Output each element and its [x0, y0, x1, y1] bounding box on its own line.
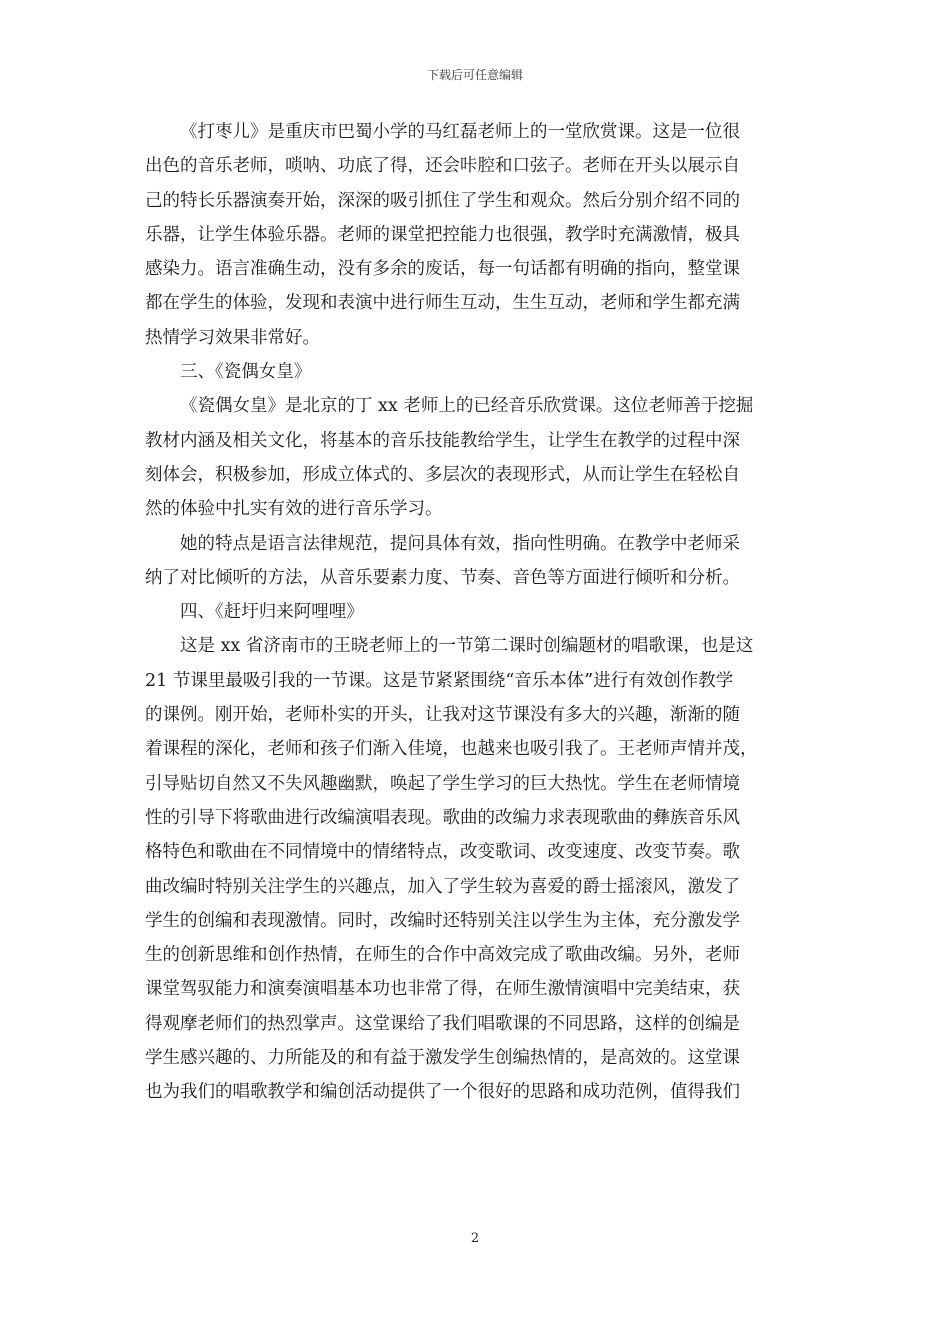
text-line: 得观摩老师们的热烈掌声。这堂课给了我们唱歌课的不同思路，这样的创编是 — [145, 1013, 740, 1034]
section-heading-4 — [145, 595, 805, 629]
text-line: 性的引导下将歌曲进行改编演唱表现。歌曲的改编力求表现歌曲的彝族音乐风 — [145, 807, 740, 828]
heading-line: 三、《瓷偶女皇》 — [180, 362, 312, 383]
text-line: 纳了对比倾听的方法，从音乐要素力度、节奏、音色等方面进行倾听和分析。 — [145, 567, 740, 588]
text-line: 热情学习效果非常好。 — [145, 327, 320, 348]
text-line: 生的创新思维和创作热情，在师生的合作中高效完成了歌曲改编。另外，老师 — [145, 945, 740, 966]
text-line: 也为我们的唱歌教学和编创活动提供了一个很好的思路和成功范例，值得我们 — [145, 1082, 740, 1103]
text-line: 这是 xx 省济南市的王晓老师上的一节第二课时创编题材的唱歌课，也是这 — [180, 636, 754, 657]
text-line: 《打枣儿》是重庆市巴蜀小学的马红磊老师上的一堂欣赏课。这是一位很 — [180, 122, 740, 142]
page-number: 2 — [470, 1231, 480, 1246]
text-line: 的课例。刚开始，老师朴实的开头，让我对这节课没有多大的兴趣，渐渐的随 — [145, 705, 740, 726]
text-line: 她的特点是语言法律规范，提问具体有效，指向性明确。在教学中老师采 — [180, 533, 740, 554]
page-header: 下载后可任意编辑 — [426, 68, 523, 82]
text-line: 引导贴切自然又不失风趣幽默，唤起了学生学习的巨大热忱。学生在老师情境 — [145, 773, 740, 794]
paragraph-characteristics — [145, 527, 805, 596]
heading-line: 四、《赶圩归来阿哩哩》 — [180, 602, 364, 623]
text-line: 然的体验中扎实有效的进行音乐学习。 — [145, 499, 443, 520]
text-line: 教材内涵及相关文化，将基本的音乐技能教给学生，让学生在教学的过程中深 — [145, 430, 740, 451]
text-line: 刻体会，积极参加，形成立体式的、多层次的表现形式，从而让学生在轻松自 — [145, 464, 740, 485]
text-line: 出色的音乐老师，唢呐、功底了得，还会咔腔和口弦子。老师在开头以展示自 — [145, 156, 740, 177]
text-line: 感染力。语言准确生动，没有多余的废话，每一句话都有明确的指向，整堂课 — [145, 259, 740, 280]
paragraph-gan-xu-gui-lai — [145, 629, 805, 1109]
text-line: 学生的创编和表现激情。同时，改编时还特别关注以学生为主体，充分激发学 — [145, 910, 740, 931]
text-line: 都在学生的体验，发现和表演中进行师生互动，生生互动，老师和学生都充满 — [145, 293, 740, 314]
paragraph-da-zao-er — [145, 115, 805, 355]
text-line: 格特色和歌曲在不同情境中的情绪特点，改变歌词、改变速度、改变节奏。歌 — [145, 842, 740, 863]
text-line: 曲改编时特别关注学生的兴趣点，加入了学生较为喜爱的爵士摇滚风，激发了 — [145, 876, 740, 897]
section-heading-3 — [145, 355, 805, 389]
paragraph-ci-ou-nv-huang — [145, 389, 805, 526]
text-line: 着课程的深化，老师和孩子们渐入佳境，也越来也吸引我了。王老师声情并茂， — [145, 739, 758, 760]
text-line: 21 节课里最吸引我的一节课。这是节紧紧围绕“音乐本体”进行有效创作教学 — [145, 670, 734, 691]
text-line: 《瓷偶女皇》是北京的丁 xx 老师上的已经音乐欣赏课。这位老师善于挖掘 — [180, 396, 754, 417]
text-line: 学生感兴趣的、力所能及的和有益于激发学生创编热情的，是高效的。这堂课 — [145, 1048, 740, 1069]
text-line: 课堂驾驭能力和演奏演唱基本功也非常了得，在师生激情演唱中完美结束，获 — [145, 979, 740, 1000]
document-body — [145, 115, 805, 1110]
text-line: 乐器，让学生体验乐器。老师的课堂把控能力也很强，教学时充满激情，极具 — [145, 224, 740, 245]
text-line: 己的特长乐器演奏开始，深深的吸引抓住了学生和观众。然后分别介绍不同的 — [145, 190, 740, 211]
